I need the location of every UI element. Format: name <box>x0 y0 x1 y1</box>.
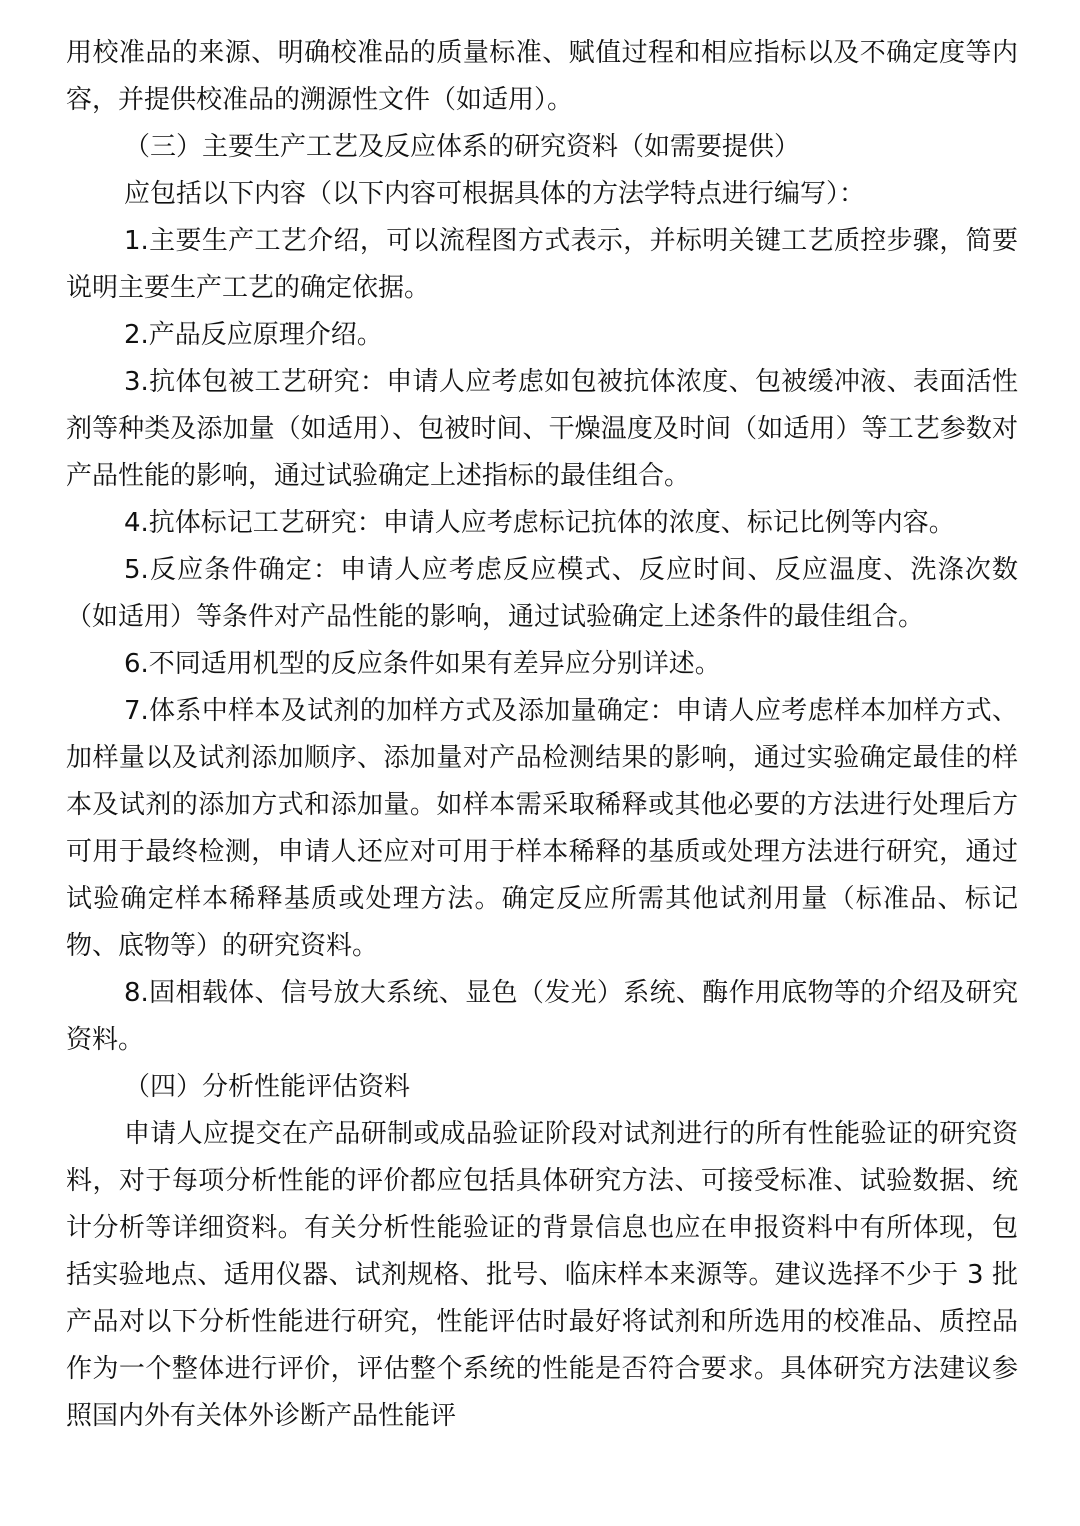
list-item-7: 7.体系中样本及试剂的加样方式及添加量确定：申请人应考虑样本加样方式、加样量以及试剂添加顺序、添加量对产品检测结果的影响，通过实验确定最佳的样本及试剂的添加方式和添加量。如样本需采取稀释或其他必要的方法进行处理后方可用于最终检测，申请人还应对可用于样本稀释的基质或处理方法进行研究，通过试验确定样本稀释基质或处理方法。确定反应所需其他试剂用量（标准品、标记物、底物等）的研究资料。 <box>66 696 1018 961</box>
list-item-8: 8.固相载体、信号放大系统、显色（发光）系统、酶作用底物等的介绍及研究资料。 <box>66 978 1018 1055</box>
paragraph-performance: 申请人应提交在产品研制或成品验证阶段对试剂进行的所有性能验证的研究资料，对于每项分析性能的评价都应包括具体研究方法、可接受标准、试验数据、统计分析等详细资料。有关分析性能验证的背景信息也应在申报资料中有所体现，包括实验地点、适用仪器、试剂规格、批号、临床样本来源等。建议选择不少于 3 批产品对以下分析性能进行研究，性能评估时最好将试剂和所选用的校准品、质控品作为一个整体进行评价，评估整个系统的性能是否符合要求。具体研究方法建议参照国内外有关体外诊断产品性能评 <box>66 1119 1018 1431</box>
section-heading-4: （四）分析性能评估资料 <box>124 1072 411 1102</box>
list-item-1: 1.主要生产工艺介绍，可以流程图方式表示，并标明关键工艺质控步骤，简要说明主要生产工艺的确定依据。 <box>66 226 1018 303</box>
list-item-2: 2.产品反应原理介绍。 <box>124 320 383 350</box>
paragraph-calibrator-source: 用校准品的来源、明确校准品的质量标准、赋值过程和相应指标以及不确定度等内容，并提供校准品的溯源性文件（如适用）。 <box>66 38 1018 115</box>
paragraph-intro: 应包括以下内容（以下内容可根据具体的方法学特点进行编写）： <box>124 179 866 209</box>
section-heading-3: （三）主要生产工艺及反应体系的研究资料（如需要提供） <box>124 132 801 162</box>
list-item-6: 6.不同适用机型的反应条件如果有差异应分别详述。 <box>124 649 721 679</box>
document-body <box>66 30 1018 1440</box>
list-item-3: 3.抗体包被工艺研究：申请人应考虑如包被抗体浓度、包被缓冲液、表面活性剂等种类及添加量（如适用）、包被时间、干燥温度及时间（如适用）等工艺参数对产品性能的影响，通过试验确定上述指标的最佳组合。 <box>66 367 1018 491</box>
list-item-4: 4.抗体标记工艺研究：申请人应考虑标记抗体的浓度、标记比例等内容。 <box>124 508 955 538</box>
list-item-5: 5.反应条件确定：申请人应考虑反应模式、反应时间、反应温度、洗涤次数（如适用）等条件对产品性能的影响，通过试验确定上述条件的最佳组合。 <box>66 555 1018 632</box>
